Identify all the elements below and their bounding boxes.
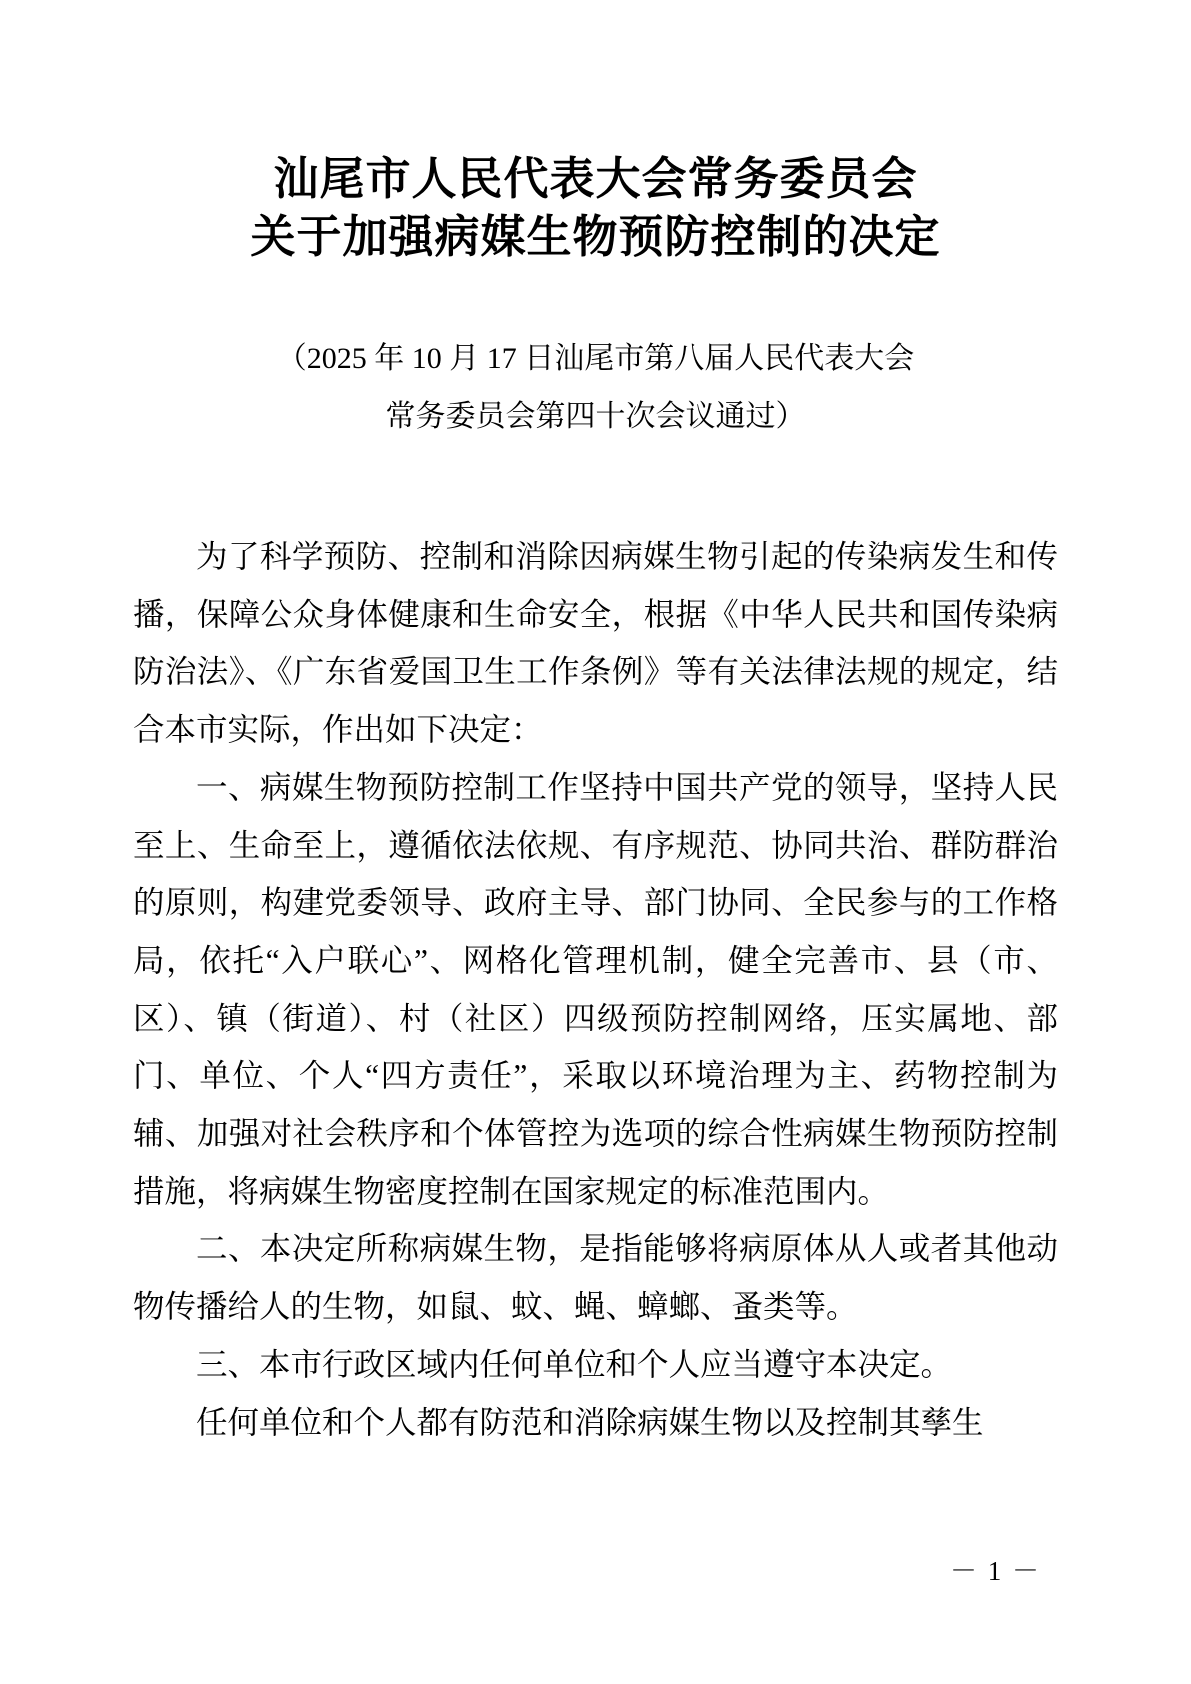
document-title-line1: 汕尾市人民代表大会常务委员会 [273, 154, 918, 204]
meeting-note-line1: （2025 年 10 月 17 日汕尾市第八届人民代表大会 [276, 342, 915, 375]
paragraph-article-3: 三、本市行政区域内任何单位和个人应当遵守本决定。 [196, 1346, 953, 1382]
paragraph-article-3-continued: 任何单位和个人都有防范和消除病媒生物以及控制其孳生 [196, 1404, 984, 1440]
paragraph-article-2: 二、本决定所称病媒生物，是指能够将病原体从人或者其他动物传播给人的生物，如鼠、蚊、蝇、蟑螂、蚤类等。 [133, 1231, 1058, 1325]
meeting-note-line2: 常务委员会第四十次会议通过） [385, 400, 806, 433]
page-number: － 1 － [950, 1556, 1041, 1586]
document-title-line2: 关于加强病媒生物预防控制的决定 [250, 212, 941, 262]
meeting-note [0, 330, 1191, 446]
paragraph-article-1: 一、病媒生物预防控制工作坚持中国共产党的领导，坚持人民至上、生命至上，遵循依法依规、有序规范、协同共治、群防群治的原则，构建党委领导、政府主导、部门协同、全民参与的工作格局，依托“入户联心”、网格化管理机制，健全完善市、县（市、区）、镇（街道）、村（社区）四级预防控制网络，压实属地、部门、单位、个人“四方责任”，采取以环境治理为主、药物控制为辅、加强对社会秩序和个体管控为选项的综合性病媒生物预防控制措施，将病媒生物密度控制在国家规定的标准范围内。 [133, 769, 1058, 1209]
paragraph-preamble: 为了科学预防、控制和消除因病媒生物引起的传染病发生和传播，保障公众身体健康和生命安全，根据《中华人民共和国传染病防治法》、《广东省爱国卫生工作条例》等有关法律法规的规定，结合本市实际，作出如下决定： [133, 539, 1058, 748]
document-title [0, 0, 1191, 266]
document-body [133, 528, 1058, 1451]
